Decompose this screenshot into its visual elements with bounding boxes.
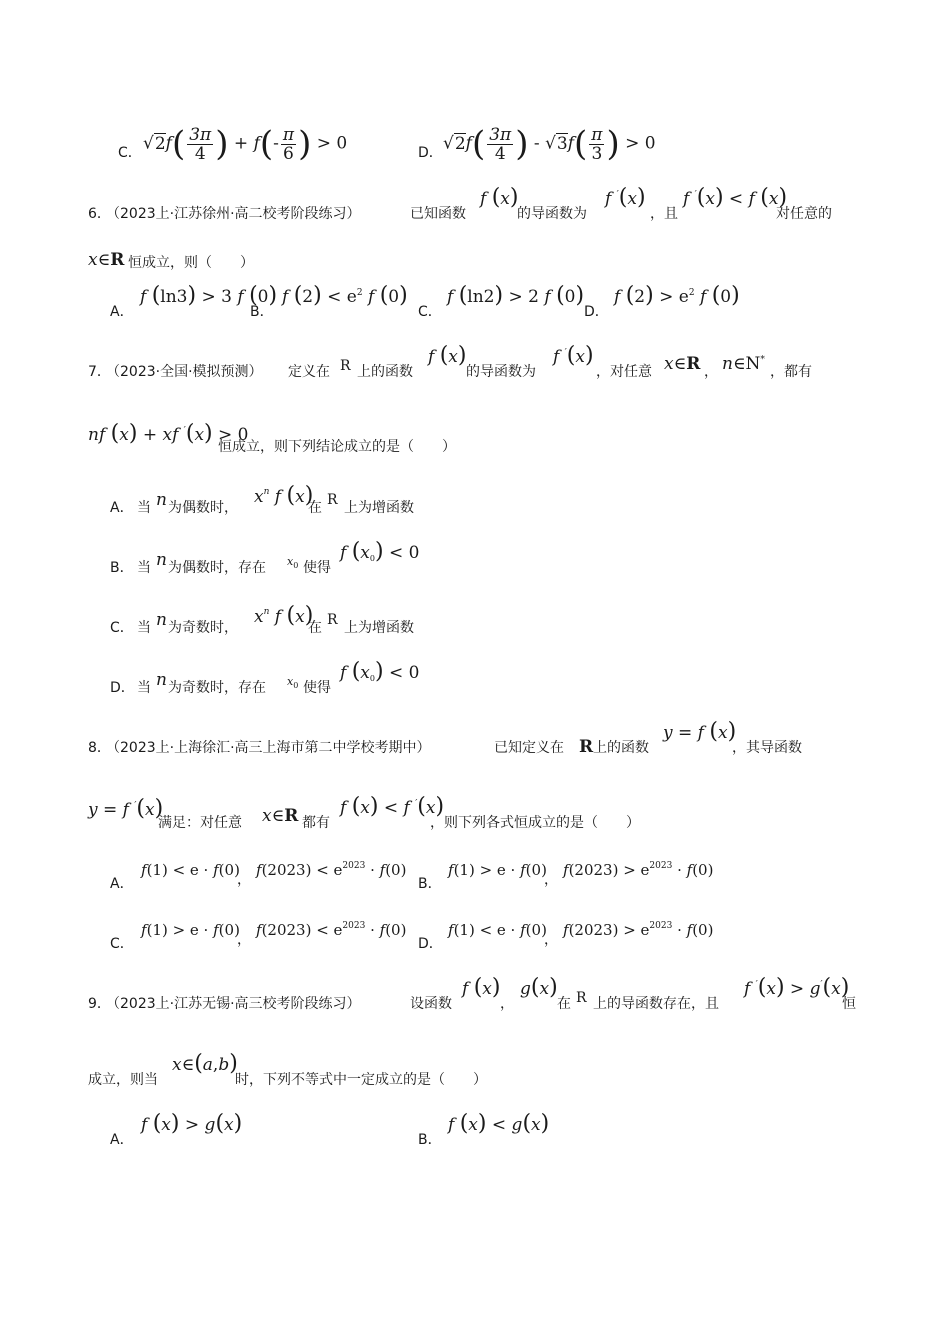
q6-text-4: 对任意的 [776,206,832,222]
q8-option-a-formula-2: $f(2023) < e^{2023} \cdot f(0)$ [256,861,407,879]
q6-option-b-label: B． [250,304,274,320]
q7-option-b-x0: $x_0$ [287,555,299,570]
q5-option-c-formula: √2f( $\frac{3\pi}{4}$ ) + f(- $\frac{\pi}{6}$ ) > 0 [143,124,348,164]
q8-text-6: ，则下列各式恒成立的是（ ） [430,815,640,831]
q7-source: （2023·全国·模拟预测） [106,364,263,380]
q6-math-domain: x∈R [88,250,125,270]
q6-option-b-formula: f $(2) < e^2$ f (0) [282,283,408,308]
q8-number: 8． [88,740,111,756]
q7-option-a-label: A． [110,500,134,516]
q8-text-4: 满足：对任意 [158,815,242,831]
q9-text-1: 设函数 [410,996,452,1012]
q7-option-c-n: n [156,610,167,630]
q8-option-b-sep: ， [544,872,558,888]
q6-text-5: 恒成立，则（ ） [128,255,254,271]
q8-option-c-sep: ， [237,932,251,948]
q8-text-5: 都有 [302,815,330,831]
q9-text-2: ， [500,996,514,1012]
q7-option-c-label: C． [110,620,134,636]
q8-text-3: ，其导函数 [732,740,802,756]
q6-option-c-formula: f (ln2) > 2 f (0) [447,283,585,308]
q7-option-d-n: n [156,670,167,690]
q5-option-d-label: D． [418,145,443,161]
q7-math-domain: x∈R [664,354,701,374]
q8-text-2: 上的函数 [593,740,649,756]
q5-option-d-formula: √2f( $\frac{3\pi}{4}$ ) - √3f( $\frac{\pi}{3}$ ) > 0 [443,124,656,164]
q7-option-d-text-1: 当 [137,680,151,696]
q8-source: （2023上·上海徐汇·高三上海市第二中学校考期中） [106,740,431,756]
q6-math-fprime: f ′(x) [605,185,646,210]
q7-option-d-x0: $x_0$ [287,675,299,690]
q7-option-d-label: D． [110,680,135,696]
q9-option-b-formula: f (x) < g(x) [448,1111,550,1136]
q7-option-b-text-3: 使得 [303,560,331,576]
q8-option-d-formula-2: $f(2023) > e^{2023} \cdot f(0)$ [563,921,714,939]
q9-option-a-formula: f (x) > g(x) [141,1111,243,1136]
q7-option-a-text-2: 为偶数时， [168,500,238,516]
q8-option-a-label: A． [110,876,134,892]
q6-source: （2023上·江苏徐州·高二校考阶段练习） [106,206,361,222]
q9-math-g: g(x) [520,975,558,1000]
q7-text-3: 的导函数为 [466,364,536,380]
q8-option-c-formula-2: $f(2023) < e^{2023} \cdot f(0)$ [256,921,407,939]
q6-option-d-label: D． [584,304,609,320]
q5-option-c-label: C． [118,145,142,161]
q7-option-a-text-1: 当 [137,500,151,516]
q8-option-b-formula-1: f(1) > e · f(0) [448,861,547,879]
q7-math-R: R [340,358,351,374]
q7-option-a-formula: $x^n$ f (x) [254,483,314,508]
q8-option-d-formula-1: f(1) < e · f(0) [448,921,547,939]
q6-option-a-formula: f (ln3) > 3 f (0) [140,283,278,308]
q9-number: 9． [88,996,111,1012]
q8-option-a-formula-1: f(1) < e · f(0) [141,861,240,879]
q7-math-f: f (x) [428,343,467,368]
q7-option-d-formula: f $(x_0) < 0$ [340,659,420,684]
q8-math-domain: x∈R [262,806,299,826]
q7-math-fprime: f ′(x) [553,343,594,368]
q6-math-condition: f ′(x) < f (x) [683,185,788,210]
q7-math-n: n∈N* [722,354,765,374]
q7-option-b-n: n [156,550,167,570]
q8-option-c-label: C． [110,936,134,952]
q6-text-2: 的导函数为 [517,206,587,222]
q9-text-6: 成立，则当 [88,1072,158,1088]
q7-text-1: 定义在 [288,364,330,380]
q8-text-1: 已知定义在 [494,740,564,756]
q9-text-5: 恒 [842,996,856,1012]
q7-option-a-R: R [327,492,338,508]
q7-text-7: 恒成立，则下列结论成立的是（ ） [218,439,456,455]
q7-option-b-formula: f $(x_0) < 0$ [340,539,420,564]
q8-math-yprime: y = f ′(x) [88,796,164,821]
q6-option-c-label: C． [418,304,442,320]
q7-option-c-formula: $x^n$ f (x) [254,603,314,628]
q8-math-y: y = f (x) [663,719,737,744]
q7-option-d-text-3: 使得 [303,680,331,696]
q6-text-3: ，且 [650,206,678,222]
q6-option-a-label: A． [110,304,134,320]
q9-math-interval: x∈(a,b) [172,1051,238,1076]
q8-option-d-label: D． [418,936,443,952]
q6-text-1: 已知函数 [410,206,466,222]
q8-math-condition: f (x) < f ′(x) [340,794,445,819]
q8-option-b-label: B． [418,876,442,892]
q9-math-R: R [576,990,587,1006]
q7-math-condition: nf (x) + xf ′(x) > 0 [88,421,249,446]
q7-option-a-text-4: 上为增函数 [344,500,414,516]
q7-option-b-text-2: 为偶数时，存在 [168,560,266,576]
q8-option-c-formula-1: f(1) > e · f(0) [141,921,240,939]
q7-option-b-label: B． [110,560,134,576]
q7-option-a-text-3: 在 [308,500,322,516]
q7-option-c-R: R [327,612,338,628]
q6-option-d-formula: f $(2) > e^2$ f (0) [614,283,740,308]
q6-math-f: f (x) [480,185,519,210]
q7-option-c-text-1: 当 [137,620,151,636]
q8-option-b-formula-2: $f(2023) > e^{2023} \cdot f(0)$ [563,861,714,879]
q7-option-c-text-2: 为奇数时， [168,620,238,636]
q9-option-b-label: B． [418,1132,442,1148]
q8-option-a-sep: ， [237,872,251,888]
q7-option-c-text-4: 上为增函数 [344,620,414,636]
q9-source: （2023上·江苏无锡·高三校考阶段练习） [106,996,361,1012]
q7-option-a-n: n [156,490,167,510]
q9-text-4: 上的导函数存在，且 [593,996,719,1012]
q7-text-2: 上的函数 [357,364,413,380]
q9-text-7: 时，下列不等式中一定成立的是（ ） [235,1072,487,1088]
q9-math-condition: f ′(x) > g′(x) [744,975,850,1000]
q7-text-6: ，都有 [770,364,812,380]
q9-text-3: 在 [557,996,571,1012]
q7-text-5: ， [704,364,718,380]
q8-math-R: R [579,737,594,757]
q9-option-a-label: A． [110,1132,134,1148]
q7-number: 7． [88,364,111,380]
q7-option-c-text-3: 在 [308,620,322,636]
q8-option-d-sep: ， [544,932,558,948]
q7-option-b-text-1: 当 [137,560,151,576]
q7-option-d-text-2: 为奇数时，存在 [168,680,266,696]
q9-math-f: f (x) [462,975,501,1000]
q6-number: 6． [88,206,111,222]
q7-text-4: ，对任意 [596,364,652,380]
